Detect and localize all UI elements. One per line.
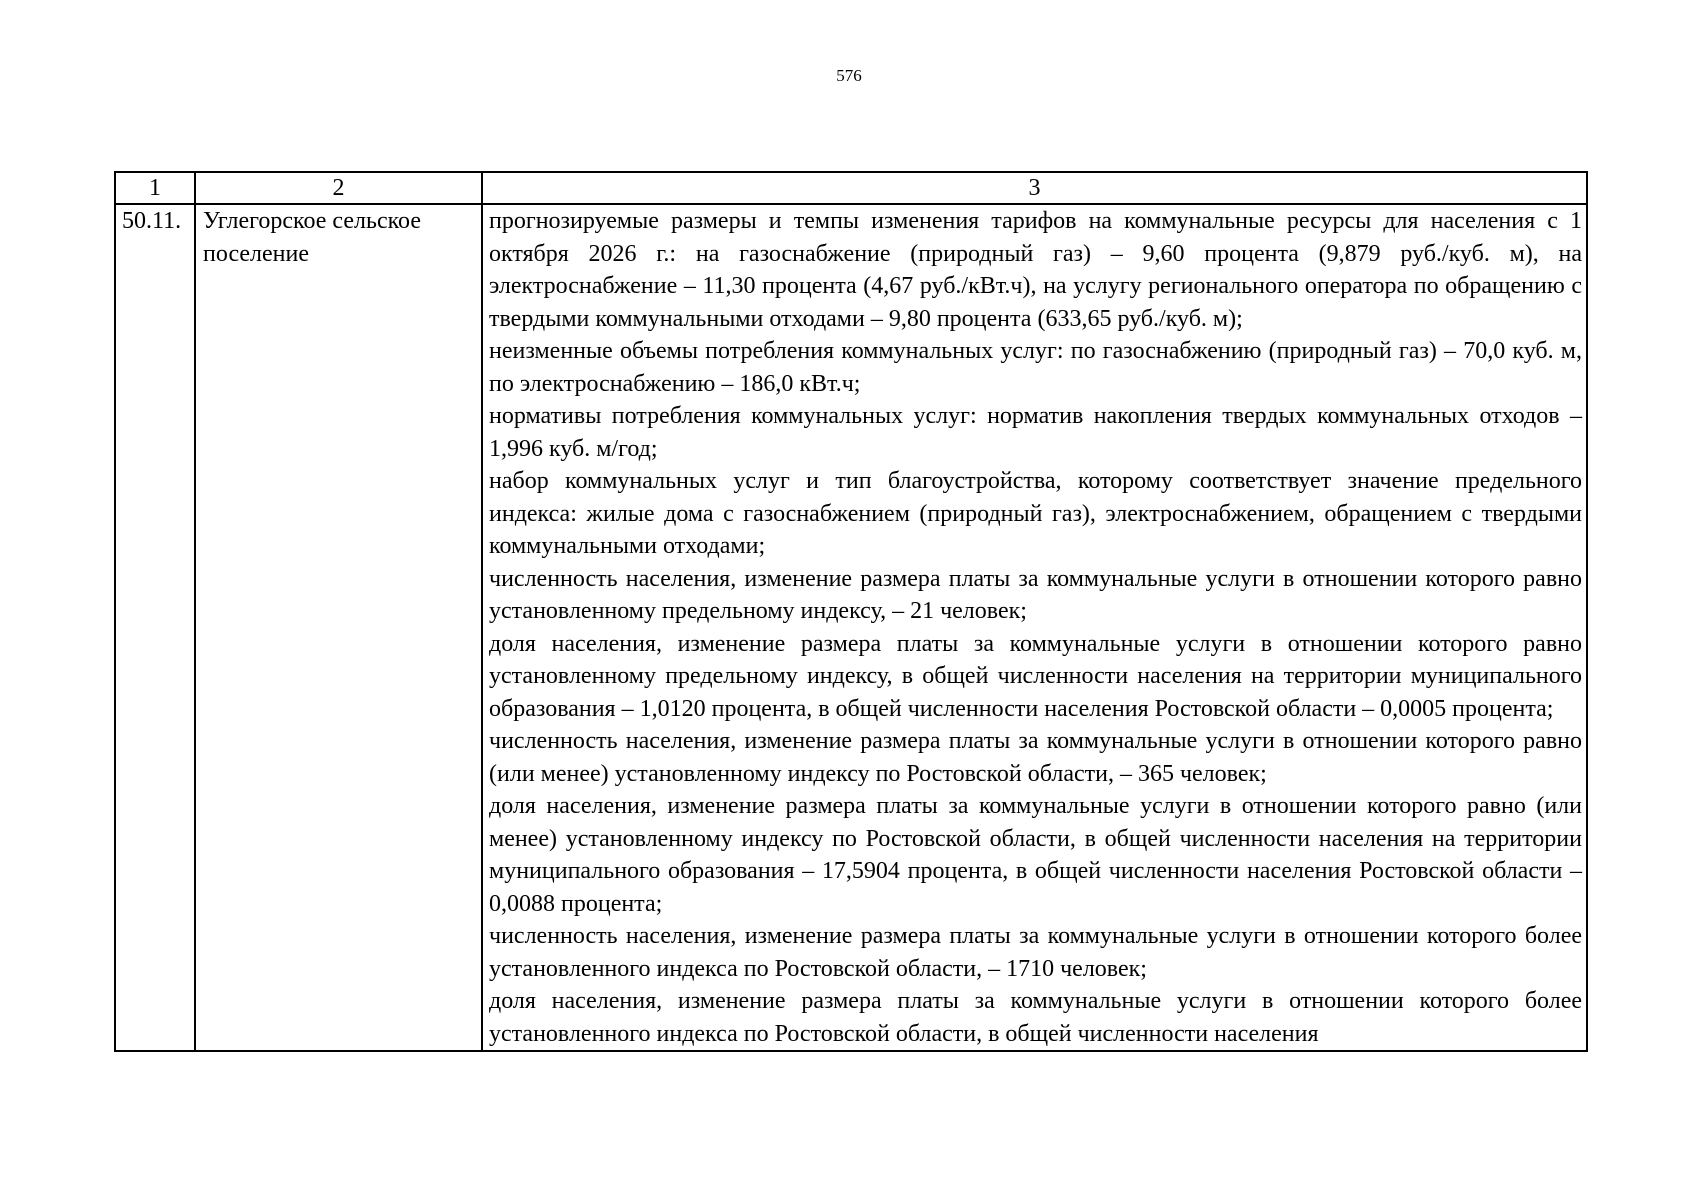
column-header-1: 1 bbox=[115, 172, 195, 204]
paragraph-tariffs: прогнозируемые размеры и темпы изменения тарифов на коммунальные ресурсы для населения с 1 октября 2026 г.: на газоснабжение (природный газ) – 9,60 процента (9,879 руб./куб. м), на электроснабжение – 11,30 процента (4,67 руб./кВт.ч), на услугу регионального оператора по обращению с твердыми коммунальными отходами – 9,80 процента (633,65 руб./куб. м); bbox=[489, 208, 1582, 332]
tariff-table bbox=[114, 171, 1588, 1052]
paragraph-population-equal-limit: численность населения, изменение размера платы за коммунальные услуги в отношении которого равно установленному предельному индексу, – 21 человек; bbox=[489, 565, 1582, 624]
settlement-name: Углегорское сельское поселение bbox=[195, 204, 482, 1051]
paragraph-share-above: доля населения, изменение размера платы за коммунальные услуги в отношении которого более установленного индекса по Ростовской области, в общей численности населения bbox=[489, 988, 1582, 1047]
column-header-2: 2 bbox=[195, 172, 482, 204]
row-number: 50.11. bbox=[115, 204, 195, 1051]
table-row bbox=[115, 204, 1587, 1051]
page-number: 576 bbox=[836, 66, 862, 85]
paragraph-share-equal-limit: доля населения, изменение размера платы за коммунальные услуги в отношении которого равно установленному предельному индексу, в общей численности населения на территории муниципального образования – 1,0120 процента, в общей численности населения Ростовской области – 0,0005 процента; bbox=[489, 630, 1582, 722]
paragraph-population-above: численность населения, изменение размера платы за коммунальные услуги в отношении которого более установленного индекса по Ростовской области, – 1710 человек; bbox=[489, 923, 1582, 982]
paragraph-share-equal-or-less: доля населения, изменение размера платы за коммунальные услуги в отношении которого равно (или менее) установленному индексу по Ростовской области, в общей численности населения на территории муниципального образования – 17,5904 процента, в общей численности населения Ростовской области – 0,0088 процента; bbox=[489, 793, 1582, 917]
paragraph-population-equal-or-less: численность населения, изменение размера платы за коммунальные услуги в отношении которого равно (или менее) установленному индексу по Ростовской области, – 365 человек; bbox=[489, 728, 1582, 787]
paragraph-consumption-norms: нормативы потребления коммунальных услуг: норматив накопления твердых коммунальных отходов – 1,996 куб. м/год; bbox=[489, 403, 1582, 462]
row-description bbox=[482, 204, 1587, 1051]
column-header-3: 3 bbox=[482, 172, 1587, 204]
paragraph-consumption-volumes: неизменные объемы потребления коммунальных услуг: по газоснабжению (природный газ) – 70,0 куб. м, по электроснабжению – 186,0 кВт.ч; bbox=[489, 338, 1582, 397]
table-header-row bbox=[115, 172, 1587, 204]
paragraph-service-set: набор коммунальных услуг и тип благоустройства, которому соответствует значение предельного индекса: жилые дома с газоснабжением (природный газ), электроснабжением, обращением с твердыми коммунальными отходами; bbox=[489, 468, 1582, 559]
